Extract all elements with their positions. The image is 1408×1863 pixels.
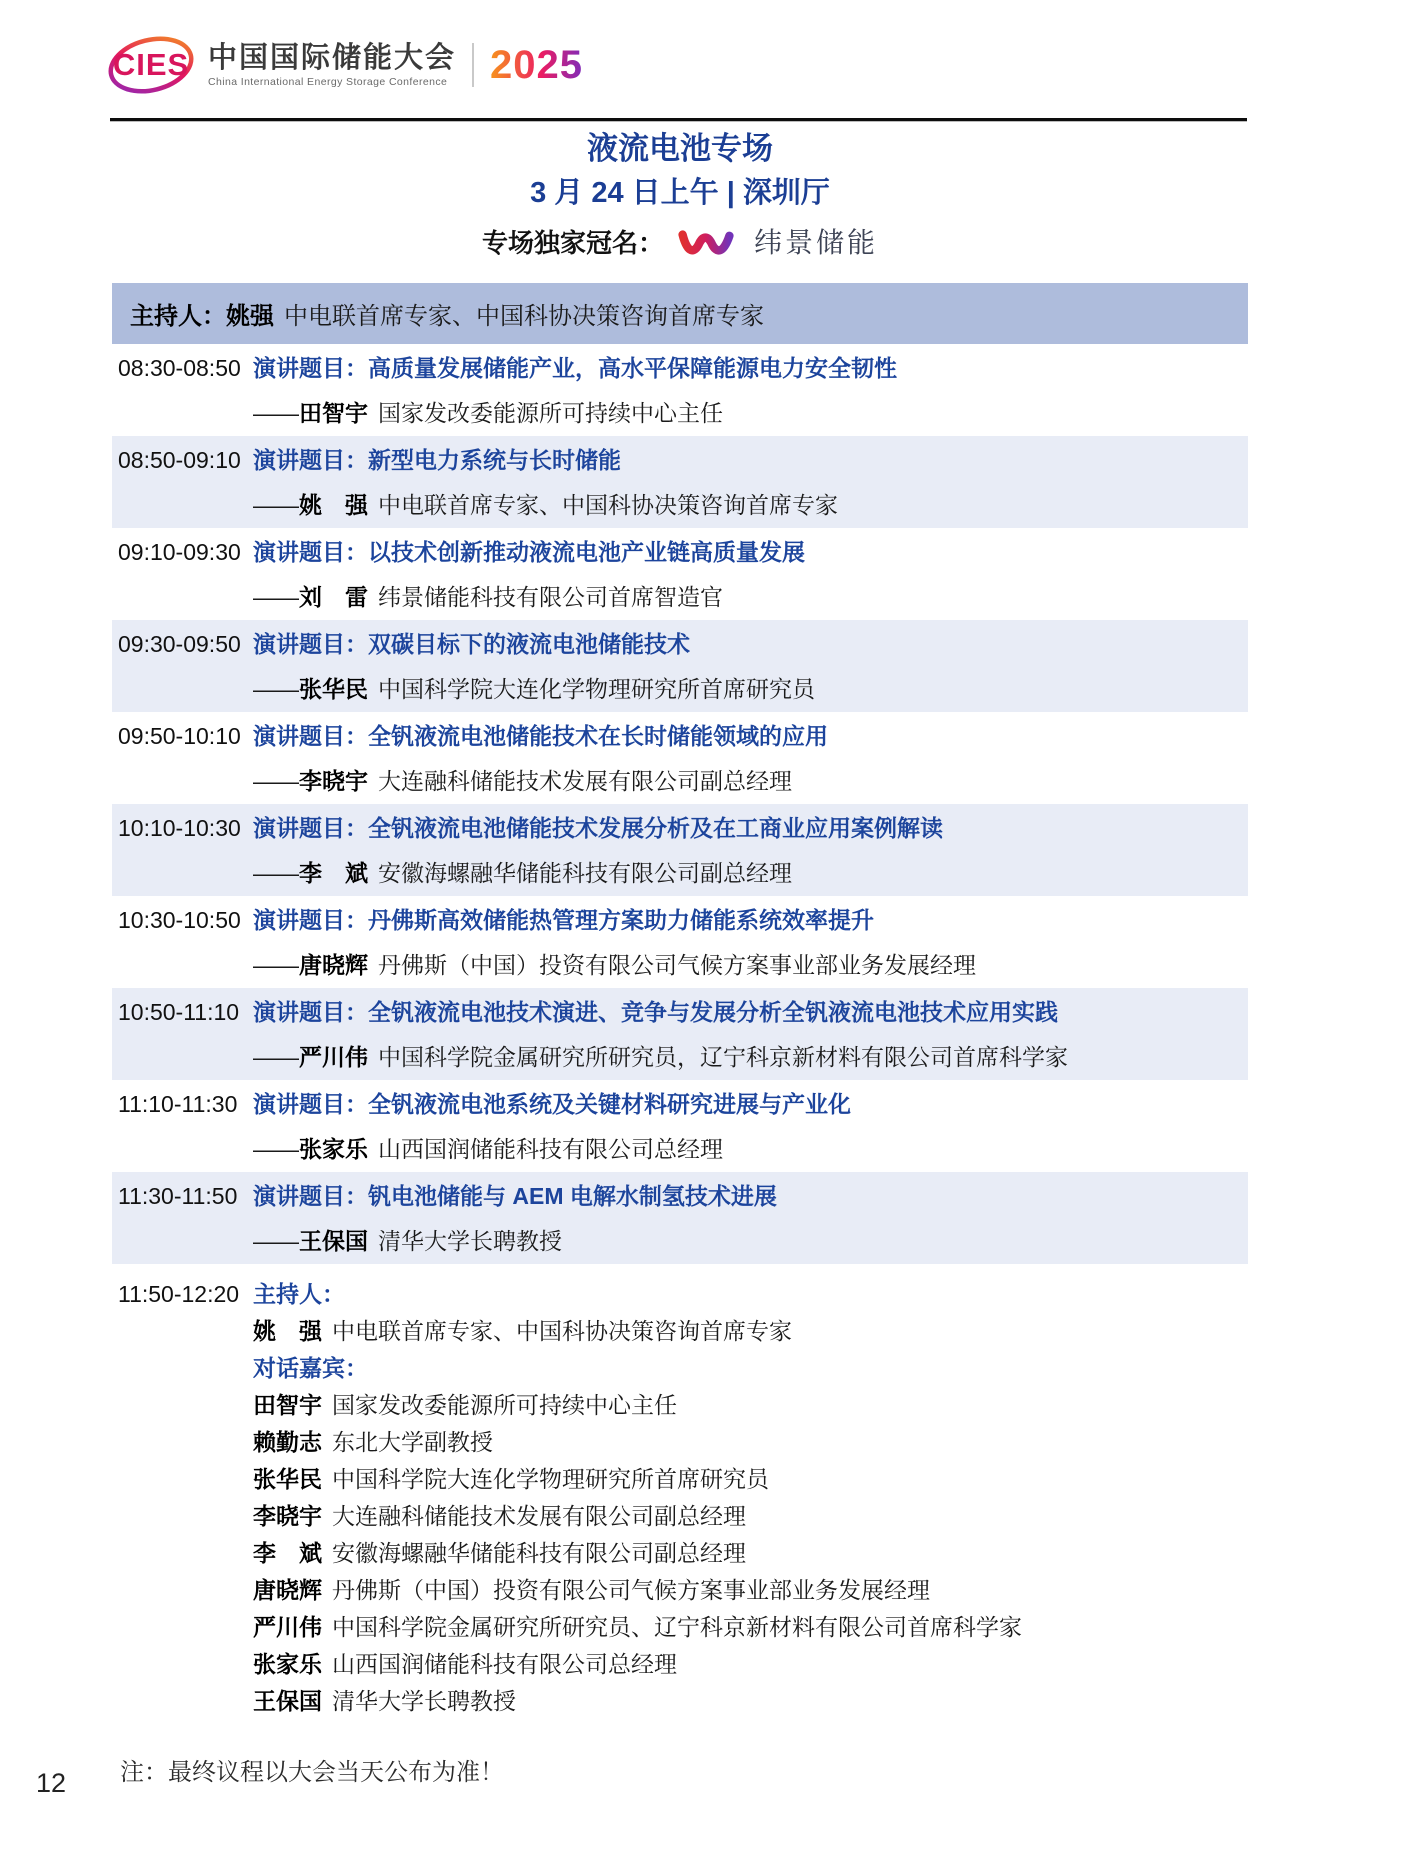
- speaker-name: 张家乐: [299, 1136, 368, 1162]
- session-datetime-venue: 3 月 24 日上午 | 深圳厅: [530, 177, 830, 209]
- guest-affiliation: 中国科学院大连化学物理研究所首席研究员: [332, 1466, 769, 1492]
- talk-speaker-line: ——姚 强 中电联首席专家、中国科协决策咨询首席专家: [253, 492, 838, 518]
- speaker-name: 田智宇: [299, 400, 368, 426]
- guest-name: 唐晓辉: [253, 1577, 322, 1603]
- cies-logo-text: CIES: [112, 47, 190, 82]
- guest-affiliation: 中国科学院金属研究所研究员、辽宁科京新材料有限公司首席科学家: [332, 1614, 1022, 1640]
- panel-guest-line: [253, 1461, 1248, 1498]
- guest-name: 李 斌: [253, 1540, 322, 1566]
- panel-guest-line: [253, 1646, 1248, 1683]
- guest-name: 赖勤志: [253, 1429, 322, 1455]
- conference-name-cn: 中国国际储能大会: [208, 42, 457, 74]
- talk-row: [112, 1172, 1248, 1264]
- talk-row: [112, 1080, 1248, 1172]
- guest-name: 张家乐: [253, 1651, 322, 1677]
- guest-affiliation: 丹佛斯（中国）投资有限公司气候方案事业部业务发展经理: [332, 1577, 930, 1603]
- session-title: 液流电池专场: [587, 131, 773, 166]
- talk-speaker-line: ——严川伟 中国科学院金属研究所研究员，辽宁科京新材料有限公司首席科学家: [253, 1044, 1068, 1070]
- talk-title: 演讲题目：全钒液流电池储能技术发展分析及在工商业应用案例解读: [253, 815, 943, 841]
- guest-affiliation: 国家发改委能源所可持续中心主任: [332, 1392, 677, 1418]
- panel-guest-line: [253, 1424, 1248, 1461]
- page-number: 12: [36, 1768, 67, 1798]
- panel-guest-line: [253, 1387, 1248, 1424]
- guest-name: 王保国: [253, 1688, 322, 1714]
- talk-speaker-line: ——唐晓辉 丹佛斯（中国）投资有限公司气候方案事业部业务发展经理: [253, 952, 976, 978]
- panel-guest-line: [253, 1683, 1248, 1720]
- panel-guest-line: [253, 1498, 1248, 1535]
- panel-host-name: 姚 强: [253, 1318, 322, 1344]
- talk-title: 演讲题目：全钒液流电池储能技术在长时储能领域的应用: [253, 723, 828, 749]
- talk-time: 09:10-09:30: [118, 539, 241, 565]
- talk-speaker-line: ——王保国 清华大学长聘教授: [253, 1228, 562, 1254]
- panel-guests-label: 对话嘉宾：: [253, 1355, 368, 1381]
- panel-host-affiliation: 中电联首席专家、中国科协决策咨询首席专家: [332, 1318, 792, 1344]
- guest-affiliation: 清华大学长聘教授: [332, 1688, 516, 1714]
- talk-title: 演讲题目：新型电力系统与长时储能: [253, 447, 621, 473]
- talk-title: 演讲题目：全钒液流电池技术演进、竞争与发展分析全钒液流电池技术应用实践: [253, 999, 1058, 1025]
- panel-guest-line: [253, 1609, 1248, 1646]
- talk-row: [112, 988, 1248, 1080]
- talk-time: 10:30-10:50: [118, 907, 241, 933]
- panel-time: 11:50-12:20: [118, 1281, 240, 1307]
- talk-time: 09:50-10:10: [118, 723, 241, 749]
- speaker-affiliation: 国家发改委能源所可持续中心主任: [378, 400, 723, 426]
- guest-name: 李晓宇: [253, 1503, 322, 1529]
- speaker-name: 刘 雷: [299, 584, 368, 610]
- guest-name: 严川伟: [253, 1614, 322, 1640]
- host-label: 主持人：姚强: [130, 303, 274, 330]
- talk-speaker-line: ——李 斌 安徽海螺融华储能科技有限公司副总经理: [253, 860, 792, 886]
- panel-host-line: [253, 1313, 1248, 1350]
- talk-row: [112, 620, 1248, 712]
- talk-row: [112, 896, 1248, 988]
- guest-name: 张华民: [253, 1466, 322, 1492]
- talk-title: 演讲题目：丹佛斯高效储能热管理方案助力储能系统效率提升: [253, 907, 874, 933]
- talk-speaker-line: ——李晓宇 大连融科储能技术发展有限公司副总经理: [253, 768, 792, 794]
- talk-row: [112, 436, 1248, 528]
- guest-affiliation: 东北大学副教授: [332, 1429, 493, 1455]
- panel-section: [112, 1264, 1248, 1720]
- talk-speaker-line: ——刘 雷 纬景储能科技有限公司首席智造官: [253, 584, 723, 610]
- talk-row: [112, 344, 1248, 436]
- sponsor-wave-icon: [676, 225, 742, 261]
- speaker-name: 李 斌: [299, 860, 368, 886]
- speaker-affiliation: 安徽海螺融华储能科技有限公司副总经理: [378, 860, 792, 886]
- speaker-affiliation: 纬景储能科技有限公司首席智造官: [378, 584, 723, 610]
- speaker-affiliation: 丹佛斯（中国）投资有限公司气候方案事业部业务发展经理: [378, 952, 976, 978]
- talk-title: 演讲题目：以技术创新推动液流电池产业链高质量发展: [253, 539, 805, 565]
- speaker-affiliation: 中电联首席专家、中国科协决策咨询首席专家: [378, 492, 838, 518]
- talk-time: 08:50-09:10: [118, 447, 241, 473]
- speaker-name: 王保国: [299, 1228, 368, 1254]
- speaker-name: 唐晓辉: [299, 952, 368, 978]
- panel-guest-line: [253, 1572, 1248, 1609]
- speaker-affiliation: 山西国润储能科技有限公司总经理: [378, 1136, 723, 1162]
- talk-time: 08:30-08:50: [118, 355, 241, 381]
- talk-row: [112, 528, 1248, 620]
- talk-speaker-line: ——张华民 中国科学院大连化学物理研究所首席研究员: [253, 676, 815, 702]
- guest-affiliation: 安徽海螺融华储能科技有限公司副总经理: [332, 1540, 746, 1566]
- panel-guest-line: [253, 1535, 1248, 1572]
- agenda-note: 注：最终议程以大会当天公布为准！: [120, 1759, 504, 1786]
- talk-row: [112, 804, 1248, 896]
- host-banner-row: [112, 283, 1248, 344]
- talk-time: 09:30-09:50: [118, 631, 241, 657]
- panel-host-label: 主持人：: [253, 1281, 345, 1307]
- talk-title: 演讲题目：高质量发展储能产业，高水平保障能源电力安全韧性: [253, 355, 897, 381]
- speaker-affiliation: 大连融科储能技术发展有限公司副总经理: [378, 768, 792, 794]
- talk-speaker-line: ——张家乐 山西国润储能科技有限公司总经理: [253, 1136, 723, 1162]
- talk-title: 演讲题目：全钒液流电池系统及关键材料研究进展与产业化: [253, 1091, 851, 1117]
- talk-row: [112, 712, 1248, 804]
- speaker-name: 姚 强: [299, 492, 368, 518]
- sponsor-line: [112, 220, 1248, 262]
- talk-time: 10:10-10:30: [118, 815, 241, 841]
- speaker-name: 张华民: [299, 676, 368, 702]
- talk-time: 11:30-11:50: [118, 1183, 238, 1209]
- talk-title: 演讲题目：双碳目标下的液流电池储能技术: [253, 631, 690, 657]
- guest-affiliation: 山西国润储能科技有限公司总经理: [332, 1651, 677, 1677]
- guest-affiliation: 大连融科储能技术发展有限公司副总经理: [332, 1503, 746, 1529]
- sponsor-name: 纬景储能: [754, 227, 879, 258]
- host-affiliation: 中电联首席专家、中国科协决策咨询首席专家: [284, 303, 764, 330]
- talk-time: 11:10-11:30: [118, 1091, 238, 1117]
- talk-title: 演讲题目：钒电池储能与 AEM 电解水制氢技术进展: [253, 1183, 777, 1209]
- speaker-name: 严川伟: [299, 1044, 368, 1070]
- speaker-affiliation: 中国科学院大连化学物理研究所首席研究员: [378, 676, 815, 702]
- speaker-affiliation: 中国科学院金属研究所研究员，辽宁科京新材料有限公司首席科学家: [378, 1044, 1068, 1070]
- talk-speaker-line: ——田智宇 国家发改委能源所可持续中心主任: [253, 400, 723, 426]
- conference-year: 2025: [490, 42, 583, 87]
- conference-name-en: China International Energy Storage Conference: [208, 76, 448, 88]
- talk-time: 10:50-11:10: [118, 999, 240, 1025]
- sponsor-prefix-label: 专场独家冠名：: [481, 227, 664, 258]
- agenda-content: [112, 0, 1248, 1720]
- speaker-name: 李晓宇: [299, 768, 368, 794]
- speaker-affiliation: 清华大学长聘教授: [378, 1228, 562, 1254]
- guest-name: 田智宇: [253, 1392, 322, 1418]
